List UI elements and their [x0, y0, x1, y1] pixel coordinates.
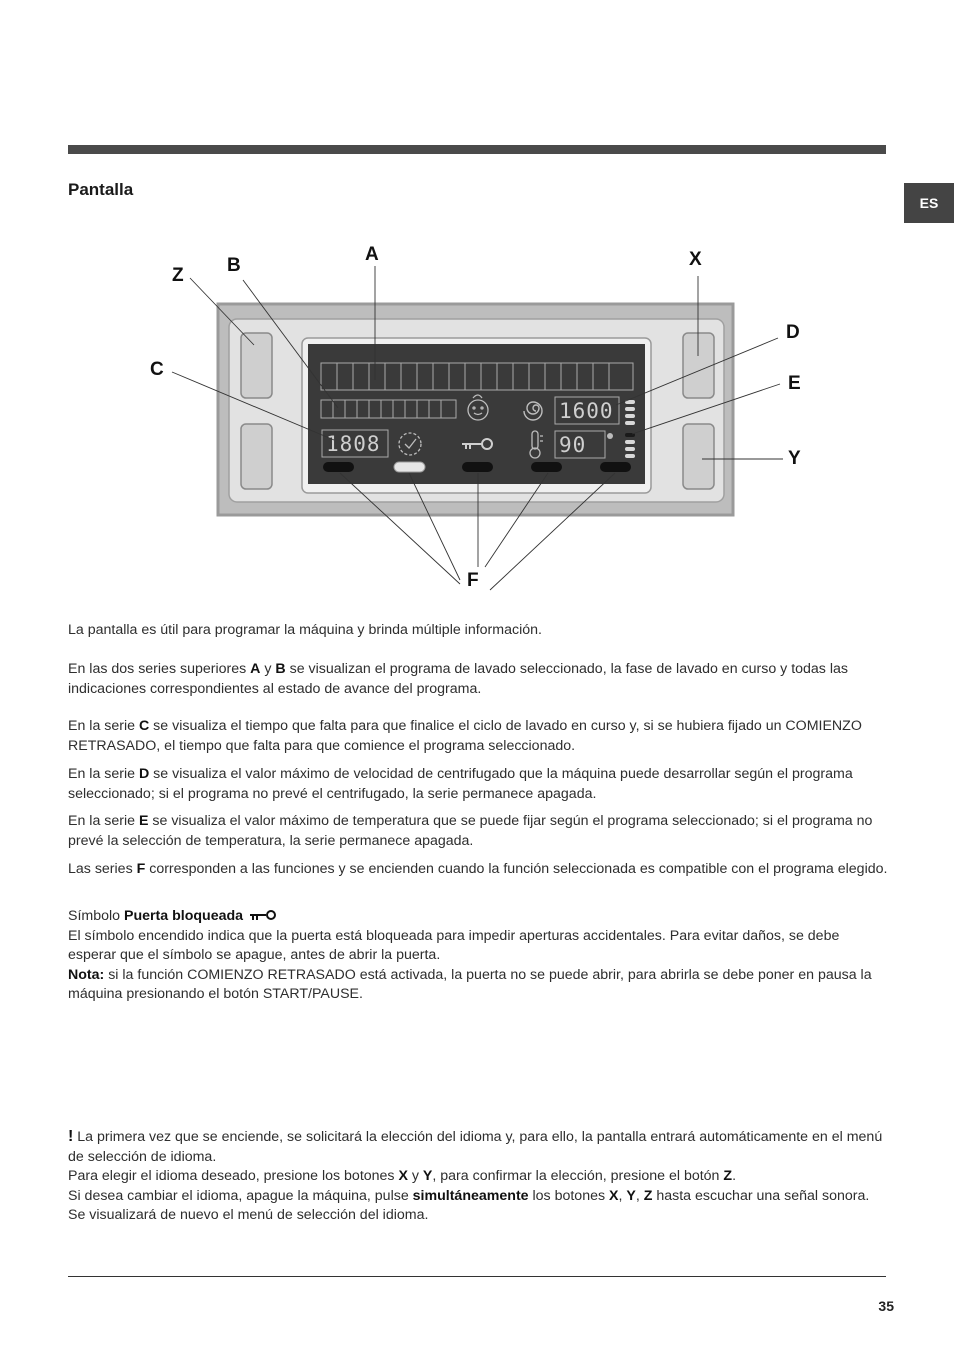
button-x [683, 333, 714, 398]
paragraph-d: En la serie D se visualiza el valor máximo de velocidad de centrifugado que la máquina puede desarrollar según el programa seleccionado; si el programa no prevé el centrifugado, la serie permanece apagada. [68, 766, 853, 802]
label-a: A [365, 244, 379, 265]
section-title: Pantalla [68, 180, 134, 199]
paragraph-language: ! La primera vez que se enciende, se solicitará la elección del idioma y, para ello, la pantalla entrará automáticamente en el menú de selección de idioma. Para elegir el idioma deseado, presione los botones X y Y, para confirmar la elección, presione el botón Z. Si desea cambiar el idioma, apague la máquina, pulse simultáneamente los botones X, Y, Z hasta escuchar una señal sonora. Se visualizará de nuevo el menú de selección del idioma. [68, 1128, 883, 1223]
spin-readout: 1600 [559, 399, 614, 423]
label-d: D [786, 322, 800, 343]
temp-readout: 90 [559, 433, 587, 457]
paragraph-f: Las series F corresponden a las funciones y se encienden cuando la función seleccionada es compatible con el programa elegido. [68, 861, 888, 877]
paragraph-ab: En las dos series superiores A y B se visualizan el programa de lavado seleccionado, la fase de lavado en curso y todas las indicaciones correspondientes al estado de avance del programa. [68, 661, 848, 697]
paragraph-e: En la serie E se visualiza el valor máximo de temperatura que se puede fijar según el programa seleccionado; si el programa no prevé la selección de temperatura, la serie permanece apagada. [68, 813, 873, 849]
label-y: Y [788, 448, 801, 469]
paragraph-c: En la serie C se visualiza el tiempo que falta para que finalice el ciclo de lavado en curso y, si se hubiera fijado un COMIENZO RETRASADO, el tiempo que falta para que comience el programa seleccionado. [68, 718, 862, 754]
button-y [683, 424, 714, 489]
button-left-bottom [241, 424, 272, 489]
label-c: C [150, 359, 164, 380]
label-f: F [467, 570, 479, 591]
key-icon [247, 909, 277, 923]
bottom-rule [68, 1276, 886, 1277]
language-tab: ES [904, 183, 954, 223]
page-number: 35 [878, 1298, 894, 1314]
paragraph-door-lock: Símbolo Puerta bloqueada El símbolo encendido indica que la puerta está bloqueada para impedir aperturas accidentales. Para evitar daños, se debe esperar que el símbolo se apague, antes de abrir la puerta. Nota: si la función COMIENZO RETRASADO está activada, la puerta no se puede abrir, para abrirla se debe poner en pausa la máquina presionando el botón START/PAUSE. [68, 908, 872, 1002]
label-z: Z [172, 265, 184, 286]
timer-readout: 1808 [326, 432, 381, 456]
degree-dot [607, 433, 613, 439]
label-e: E [788, 373, 801, 394]
display-diagram [0, 0, 954, 620]
label-x: X [689, 249, 702, 270]
button-z [241, 333, 272, 398]
label-b: B [227, 255, 241, 276]
intro-paragraph: La pantalla es útil para programar la máquina y brinda múltiple información. [68, 622, 542, 638]
